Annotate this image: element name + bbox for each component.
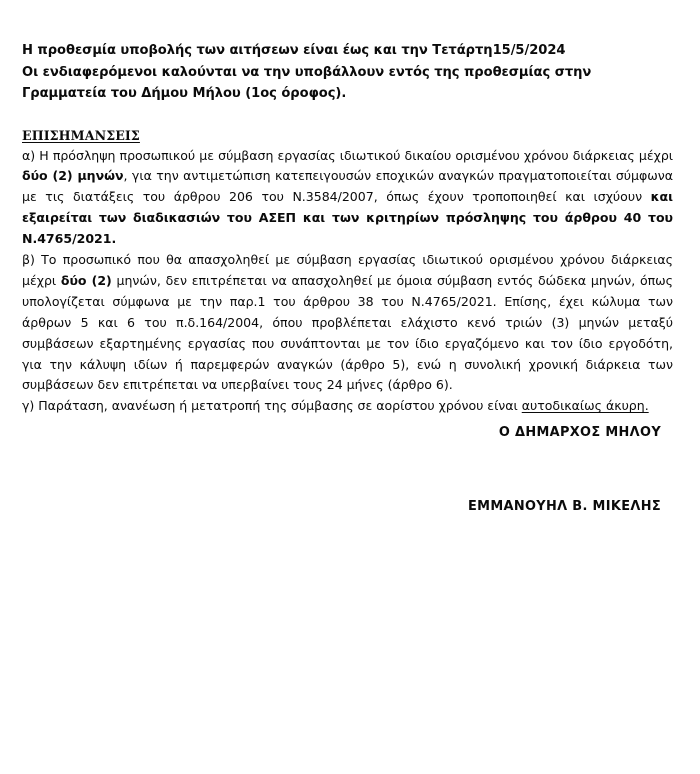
remark-a-text-1: α) Η πρόσληψη προσωπικού με σύμβαση εργασίας ιδιωτικού δικαίου ορισμένου χρόνου διάρκειας μέχρι [22, 147, 673, 163]
deadline-line-2: Οι ενδιαφερόμενοι καλούνται να την υποβάλλουν εντός της προθεσμίας στην Γραμματεία του Δήμου Μήλου (1ος όροφος). [22, 64, 592, 101]
remarks-heading: ΕΠΙΣΗΜΑΝΣΕΙΣ [22, 127, 140, 143]
deadline-line-1: Η προθεσμία υποβολής των αιτήσεων είναι έως και την Τετάρτη15/5/2024 [22, 43, 566, 58]
remark-paragraph-c [22, 396, 673, 417]
remark-b-bold-1: δύο (2) [60, 272, 112, 288]
remark-b-text-2: μηνών, δεν επιτρέπεται να απασχοληθεί με όμοια σύμβαση εντός δώδεκα μηνών, όπως υπολογίζεται σύμφωνα με την παρ.1 του άρθρου 38 του Ν.4765/2021. Επίσης, έχει κώλυμα των άρθρων 5 και 6 του π.δ.164/2004, όπου προβλέπεται ελάχιστο κενό τριών (3) μηνών μεταξύ συμβάσεων εξαρτημένης εργασίας που συνάπτονται με τον ίδιο εργαζόμενο και τον ίδιο εργοδότη, για την κάλυψη ιδίων ή παρεμφερών αναγκών (άρθρο 5), ενώ η συνολική χρονική διάρκεια των συμβάσεων δεν επιτρέπεται να υπερβαίνει τους 24 μήνες (άρθρο 6). [22, 272, 673, 393]
remark-c-underlined: αυτοδικαίως άκυρη. [521, 398, 649, 414]
remarks-heading-wrap [22, 105, 673, 145]
remark-a-bold-2: και εξαιρείται των διαδικασιών του ΑΣΕΠ και των κριτηρίων πρόσληψης του άρθρου 40 του Ν.4765/2021. [22, 189, 673, 247]
remark-a-text-2: , για την αντιμετώπιση κατεπειγουσών εποχικών αναγκών πραγματοποιείται σύμφωνα με τις διατάξεις του άρθρου 206 του Ν.3584/2007, όπως έχουν τροποποιηθεί και ισχύουν [22, 168, 673, 205]
signatory-title: Ο ΔΗΜΑΡΧΟΣ ΜΗΛΟΥ [498, 425, 661, 440]
signatory-name: ΕΜΜΑΝΟΥΗΛ Β. ΜΙΚΕΛΗΣ [468, 499, 661, 514]
remark-c-text-1: γ) Παράταση, ανανέωση ή μετατροπή της σύμβασης σε αορίστου χρόνου είναι [22, 398, 522, 414]
signature-block [22, 424, 673, 516]
remark-paragraph-b [22, 250, 673, 396]
deadline-notice [22, 40, 673, 105]
remark-a-bold-1: δύο (2) μηνών [22, 168, 124, 184]
remark-paragraph-a [22, 146, 673, 251]
document-body [22, 40, 673, 417]
remark-b-text-1: β) Το προσωπικό που θα απασχοληθεί με σύμβαση εργασίας ιδιωτικού ορισμένου χρόνου διάρκειας μέχρι [22, 252, 673, 288]
